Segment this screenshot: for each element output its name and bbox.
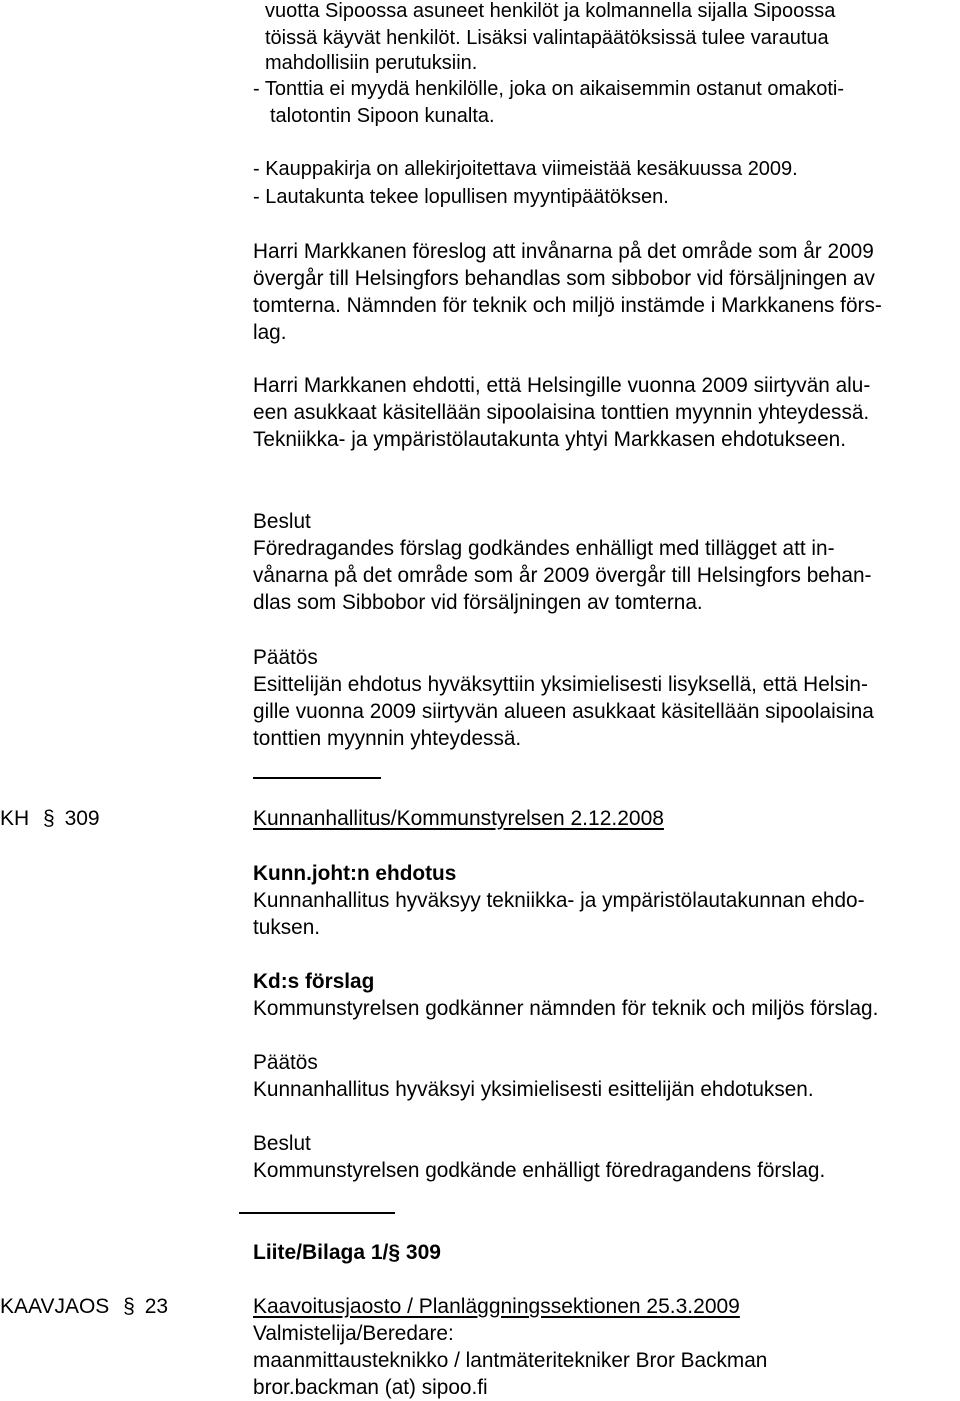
divider-line [253,777,381,779]
text-line: dlas som Sibbobor vid försäljningen av tomterna. [253,591,703,614]
text-line: vuotta Sipoossa asuneet henkilöt ja kolmannella sijalla Sipoossa [265,0,836,22]
section-code: KAAVJAOS [0,1295,110,1318]
section-symbol: § [123,1295,135,1318]
text-line: Tekniikka- ja ympäristölautakunta yhtyi Markkasen ehdotukseen. [253,428,847,451]
text-line: Kommunstyrelsen godkänner nämnden för teknik och miljös förslag. [253,997,879,1020]
section-heading: Päätös [253,1051,318,1074]
section-symbol: § [43,807,55,830]
section-number: 23 [144,1295,169,1318]
text-line: Kommunstyrelsen godkände enhälligt föredragandens förslag. [253,1159,826,1182]
contact-email: bror.backman (at) sipoo.fi [253,1376,488,1399]
list-item: - Tonttia ei myydä henkilölle, joka on aikaisemmin ostanut omakoti- [253,78,845,100]
text-line: mahdollisiin perutuksiin. [265,52,478,74]
text-line: övergår till Helsingfors behandlas som sibbobor vid försäljningen av [253,267,875,290]
text-line: töissä käyvät henkilöt. Lisäksi valintapäätöksissä tulee varautua [265,27,829,49]
attachment-reference [253,1241,441,1265]
list-item: - Lautakunta tekee lopullisen myyntipäätöksen. [253,186,669,208]
text-line: tomterna. Nämnden för teknik och miljö instämde i Markkanens förs- [253,294,882,317]
text-line: gille vuonna 2009 siirtyvän alueen asukkaat käsitellään sipoolaisina [253,700,874,723]
section-title-kaavjaos: Kaavoitusjaosto / Planläggningssektionen 25.3.2009 [253,1295,740,1318]
attachment-label: Liite/Bilaga 1/ [253,1241,389,1264]
attachment-number: 309 [405,1241,441,1264]
attachment-symbol: § [388,1241,401,1264]
text-line: lag. [253,321,287,344]
section-number: 309 [64,807,100,830]
section-heading: Päätös [253,646,318,669]
section-label-kh [0,807,100,831]
section-heading: Beslut [253,1132,311,1155]
list-item-continuation: talotontin Sipoon kunalta. [270,105,495,127]
text-line: maanmittausteknikko / lantmäteritekniker Bror Backman [253,1349,768,1372]
list-item: - Kauppakirja on allekirjoitettava viimeistää kesäkuussa 2009. [253,158,798,180]
section-code: KH [0,807,30,830]
text-line: Kunnanhallitus hyväksyy tekniikka- ja ympäristölautakunnan ehdo- [253,889,865,912]
text-line: Valmistelija/Beredare: [253,1322,454,1345]
section-heading: Beslut [253,510,311,533]
text-line: Harri Markkanen föreslog att invånarna på det område som år 2009 [253,240,874,263]
section-title-kh: Kunnanhallitus/Kommunstyrelsen 2.12.2008 [253,807,664,830]
section-heading: Kunn.joht:n ehdotus [253,862,457,885]
text-line: Esittelijän ehdotus hyväksyttiin yksimielisesti lisyksellä, että Helsin- [253,673,868,696]
text-line: Föredragandes förslag godkändes enhälligt med tillägget att in- [253,537,835,560]
section-heading: Kd:s förslag [253,970,375,993]
divider-line [239,1212,395,1214]
text-line: tuksen. [253,916,321,939]
text-line: een asukkaat käsitellään sipoolaisina tonttien myynnin yhteydessä. [253,401,870,424]
section-label-kaavjaos [0,1295,168,1319]
text-line: tonttien myynnin yhteydessä. [253,727,522,750]
text-line: Harri Markkanen ehdotti, että Helsingille vuonna 2009 siirtyvän alu- [253,374,871,397]
text-line: vånarna på det område som år 2009 övergår till Helsingfors behan- [253,564,872,587]
text-line: Kunnanhallitus hyväksyi yksimielisesti esittelijän ehdotuksen. [253,1078,814,1101]
